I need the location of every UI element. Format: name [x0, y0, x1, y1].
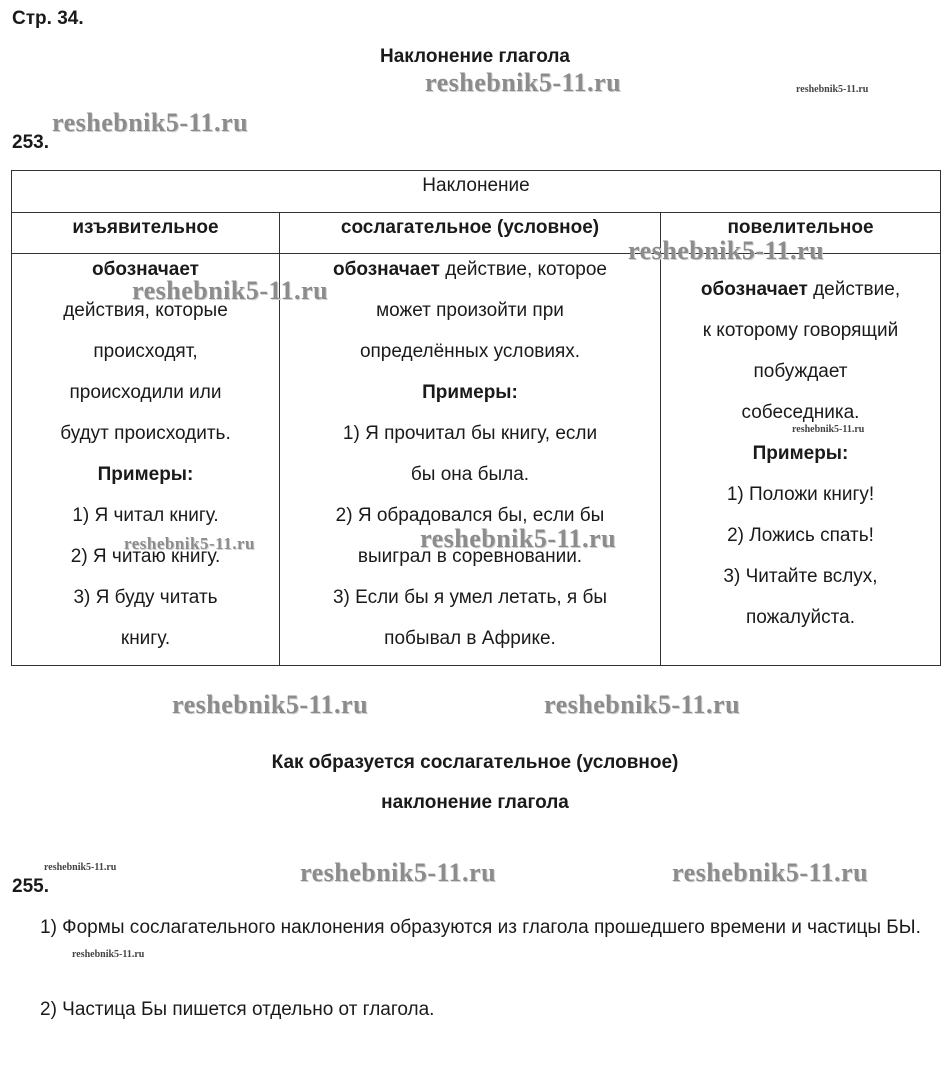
watermark: reshebnik5-11.ru	[628, 236, 825, 265]
example: книгу.	[120, 628, 171, 649]
watermark-small: reshebnik5-11.ru	[72, 949, 145, 960]
exercise-number: 253.	[12, 132, 49, 153]
example: 1) Я читал книгу.	[72, 505, 219, 526]
paragraph: 1) Формы сослагательного наклонения образуются из глагола прошедшего времени и частицы БЫ.	[40, 917, 921, 938]
definition-line: определённых условиях.	[359, 341, 581, 362]
definition-bold: обозначает	[700, 279, 808, 300]
definition-bold: обозначает	[92, 259, 199, 280]
definition-rest: действие,	[807, 279, 901, 300]
examples-label: Примеры:	[752, 443, 849, 464]
header-subjunctive: сослагательное (условное)	[280, 212, 660, 254]
definition-line: происходили или	[69, 382, 222, 403]
definition-line: будут происходить.	[60, 423, 231, 444]
table-caption: Наклонение	[12, 171, 940, 213]
paragraph: 2) Частица Бы пишется отдельно от глагола.	[40, 999, 435, 1020]
example: бы она была.	[410, 464, 530, 485]
watermark: reshebnik5-11.ru	[52, 108, 249, 137]
example: 3) Читайте вслух,	[723, 566, 878, 587]
examples-label: Примеры:	[422, 382, 518, 403]
section-heading: Наклонение глагола	[379, 46, 570, 67]
watermark-small: reshebnik5-11.ru	[796, 84, 869, 95]
example: 3) Я буду читать	[73, 587, 218, 608]
examples-label: Примеры:	[97, 464, 194, 485]
header-indicative: изъявительное	[12, 212, 279, 254]
watermark: reshebnik5-11.ru	[672, 858, 869, 887]
definition-line: действия, которые	[63, 300, 228, 321]
example: 2) Я читаю книгу.	[70, 546, 221, 567]
example: пожалуйста.	[746, 607, 855, 628]
column-indicative	[12, 249, 279, 665]
exercise-number: 255.	[12, 876, 49, 897]
example: 1) Положи книгу!	[726, 484, 875, 505]
watermark-small: reshebnik5-11.ru	[792, 424, 865, 435]
example: 1) Я прочитал бы книгу, если	[342, 423, 598, 444]
watermark-small: reshebnik5-11.ru	[44, 862, 117, 873]
example: 2) Я обрадовался бы, если бы	[335, 505, 605, 526]
watermark: reshebnik5-11.ru	[300, 858, 497, 887]
column-subjunctive	[280, 249, 660, 665]
watermark: reshebnik5-11.ru	[420, 524, 617, 553]
watermark: reshebnik5-11.ru	[132, 276, 329, 305]
header-imperative: повелительное	[661, 212, 940, 254]
definition-line: происходят,	[93, 341, 198, 362]
watermark: reshebnik5-11.ru	[544, 690, 741, 719]
watermark: reshebnik5-11.ru	[172, 690, 369, 719]
definition-line: собеседника.	[741, 402, 860, 423]
example: выиграл в соревновании.	[357, 546, 583, 567]
definition-bold: обозначает	[333, 259, 440, 280]
watermark: reshebnik5-11.ru	[425, 68, 622, 97]
example: побывал в Африке.	[384, 628, 556, 649]
section-heading-2-cont: наклонение глагола	[381, 792, 569, 813]
definition-line: побуждает	[753, 361, 848, 382]
watermark: reshebnik5-11.ru	[124, 534, 255, 553]
definition-rest: действие, которое	[439, 259, 607, 280]
definition-line: может произойти при	[376, 300, 564, 321]
example: 2) Ложись спать!	[727, 525, 874, 546]
example: 3) Если бы я умел летать, я бы	[332, 587, 608, 608]
column-imperative	[661, 269, 940, 665]
page-label: Стр. 34.	[12, 8, 84, 29]
section-heading-2: Как образуется сослагательное (условное)	[271, 752, 679, 773]
definition-line: к которому говорящий	[702, 320, 899, 341]
